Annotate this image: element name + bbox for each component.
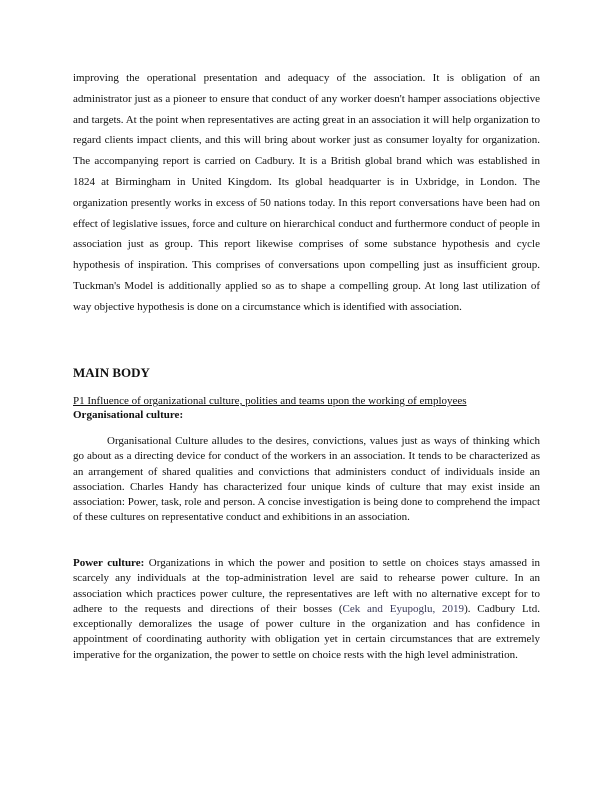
main-body-heading: MAIN BODY [73,365,150,380]
power-culture-text-1: Organizations in which the power and position to settle on choices stays amassed in scarcely any individuals at the top-administration level are said to rehearse power culture. In an association which practices power culture, the representatives are left with no alternative except for to adhere to the requests and directions of their bosses ( [73,557,541,615]
section-subheading: P1 Influence of organizational culture, polities and teams upon the working of employees [73,395,467,407]
power-culture-text-2: ). Cadbury Ltd. exceptionally demoralizes the usage of power culture in the organization and has confidence in appointment of coordinating authority with obligation yet in certain circumstances that are extremely imperative for the organization, the power to settle on choice rests with the high level administration. [73,602,540,661]
citation-link: Cek and Eyupoglu, 2019 [342,602,465,615]
organisational-culture-label: Organisational culture: [73,409,184,421]
organisational-culture-paragraph: Organisational Culture alludes to the desires, convictions, values just as ways of thinking which go about as a directing device for conduct of the workers in an association. It tends to be characterized as an arrangement of shared qualities and convictions that administers conduct of individuals inside an association. Charles Handy has characterized four unique kinds of culture that may exist inside an association: Power, task, role and person. A concise investigation is being done to comprehend the impact of these cultures on representative conduct and exhibitions in an association. [73,435,540,524]
power-culture-label: Power culture: [73,557,145,569]
power-culture-paragraph [73,556,540,663]
intro-paragraph: improving the operational presentation and adequacy of the association. It is obligation of an administrator just as a pioneer to ensure that conduct of any worker doesn't hamper associations objective and targets. At the point when representatives are acting great in an association it will help organization to regard clients impact clients, and this will bring about worker just as consumer loyalty for organization. The accompanying report is carried on Cadbury. It is a British global brand which was established in 1824 at Birmingham in United Kingdom. Its global headquarter is in Uxbridge, in London. The organization presently works in excess of 50 nations today. In this report conversations have been had on effect of legislative issues, force and culture on hierarchical conduct and furthermore conduct of people in association just as group. This report likewise comprises of some substance hypothesis and cycle hypothesis of inspiration. This comprises of conversations upon compelling just as insufficient group. Tuckman's Model is additionally applied so as to shape a compelling group. At long last utilization of way objective hypothesis is done on a circumstance which is identified with association. [73,72,540,313]
